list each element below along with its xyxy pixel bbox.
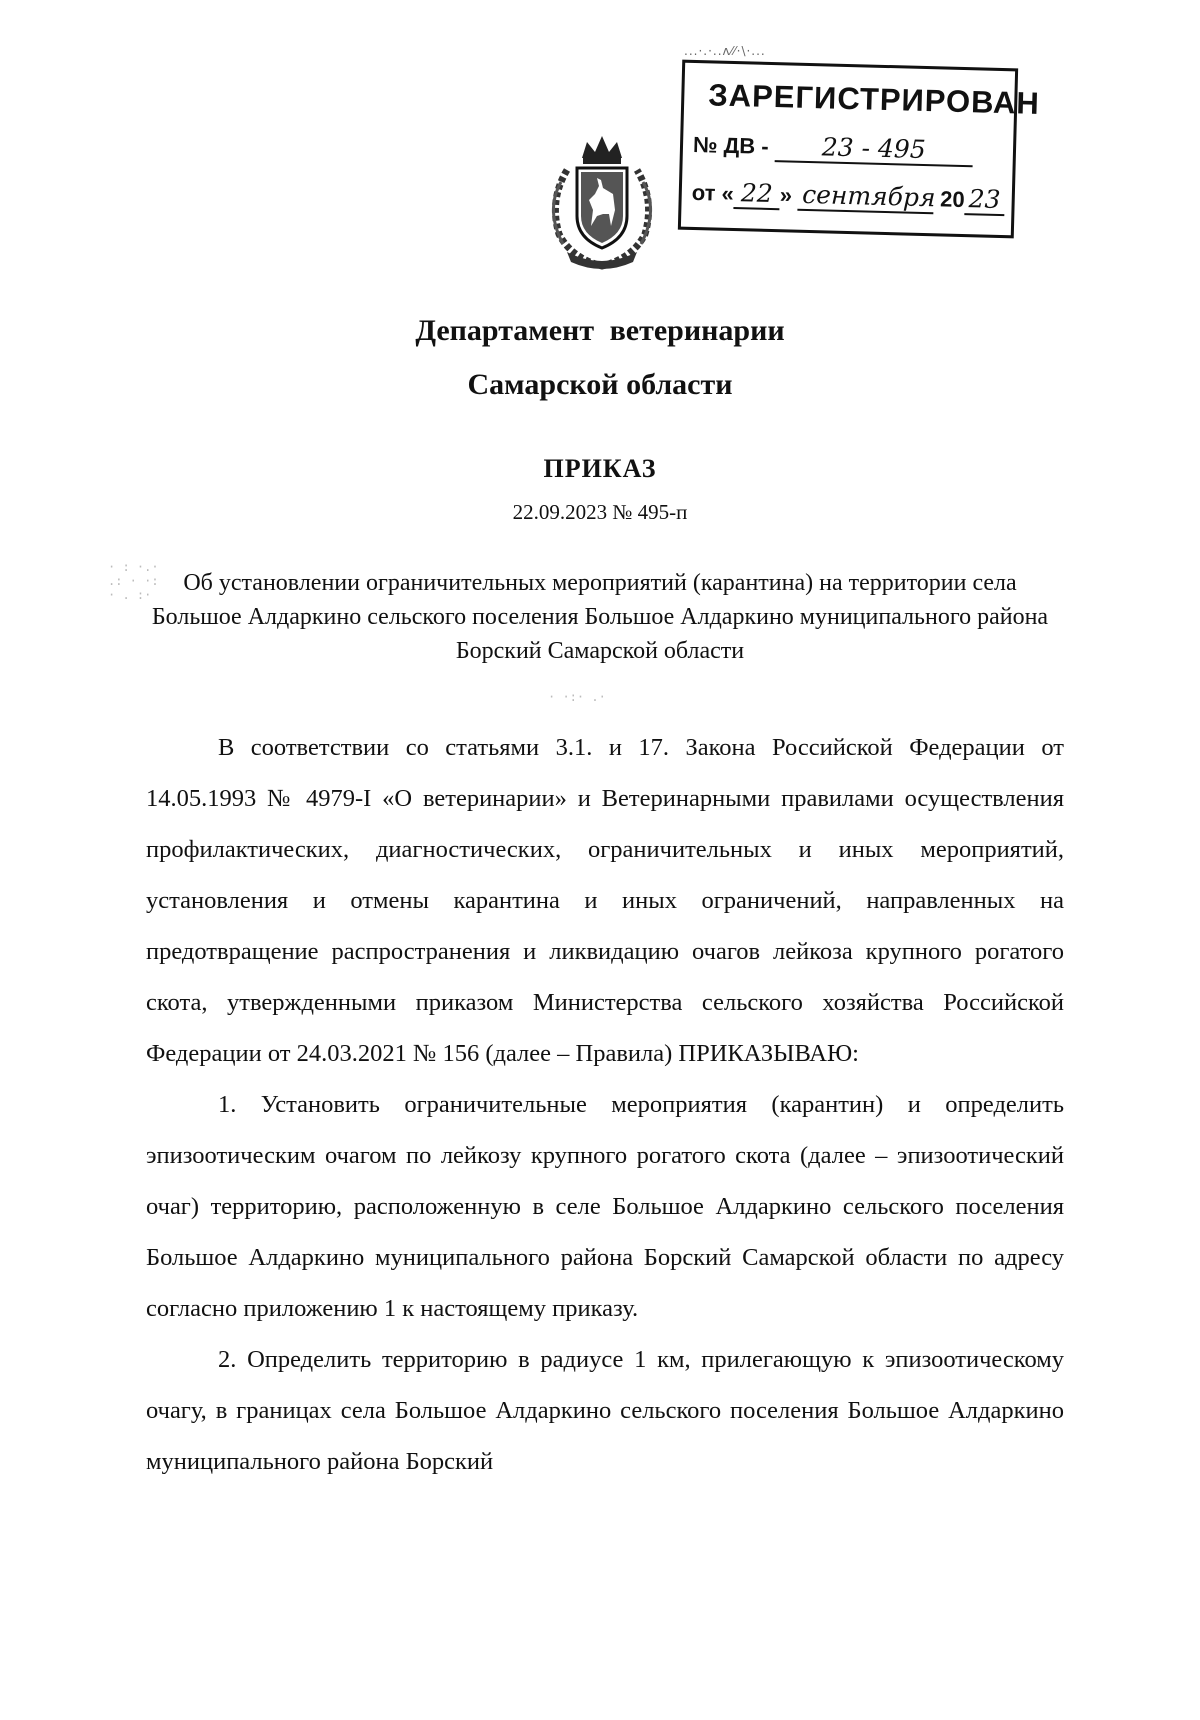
document-date-number: 22.09.2023 № 495-п — [512, 500, 688, 524]
registration-stamp — [678, 60, 1041, 239]
stamp-date-year-prefix: 20 — [939, 186, 966, 213]
scan-speckle: · ·:· .· — [548, 690, 606, 704]
scan-speckle: · : ·.· .: · ·: · . :· — [108, 560, 159, 602]
stamp-date-year-suffix: 23 — [964, 184, 1005, 216]
paragraph-1: 1. Установить ограничительные мероприятия (карантин) и определить эпизоотическим очагом по лейкозу крупного рогатого скота (далее – эпизоотический очаг) территорию, расположенную в селе Большое Алдаркино сельского поселения Большое Алдаркино муниципального района Борский Самарской области по адресу согласно приложению 1 к настоящему приказу. — [146, 1091, 1064, 1322]
document-body — [146, 722, 1064, 1487]
stamp-number-value: 23 - 495 — [774, 131, 973, 167]
paragraph-2: 2. Определить территорию в радиусе 1 км, прилегающую к эпизоотическому очагу, в границах села Большое Алдаркино сельского поселения Большое Алдаркино муниципального района Борский — [146, 1346, 1064, 1475]
document-title: ПРИКАЗ — [543, 454, 657, 483]
stamp-top-marks: ...·.·..ʌ⁄⁄·\·... — [684, 44, 766, 58]
stamp-date-mid: » — [779, 182, 793, 208]
department-name-line2: Самарской области — [467, 368, 733, 401]
stamp-date-day: 22 — [733, 178, 780, 210]
department-name-line1: Департамент ветеринарии — [415, 314, 785, 347]
stamp-title: ЗАРЕГИСТРИРОВАН — [707, 77, 1041, 121]
coat-of-arms-icon — [537, 130, 667, 272]
paragraph-intro: В соответствии со статьями 3.1. и 17. Закона Российской Федерации от 14.05.1993 № 4979-I «О ветеринарии» и Ветеринарными правилами осуществления профилактических, диагностических, ограничительных и иных мероприятий, установления и отмены карантина и иных ограничений, направленных на предотвращение распространения и ликвидацию очагов лейкоза крупного рогатого скота, утвержденными приказом Министерства сельского хозяйства Российской Федерации от 24.03.2021 № 156 (далее – Правила) ПРИКАЗЫВАЮ: — [146, 734, 1064, 1067]
stamp-date-month: сентября — [798, 180, 935, 215]
stamp-number-row — [693, 129, 973, 167]
stamp-date-row — [691, 177, 1005, 216]
document-subject: Об установлении ограничительных мероприятий (карантина) на территории села Большое Алдаркино сельского поселения Большое Алдаркино муниципального района Борский Самарской области — [151, 570, 1049, 664]
stamp-number-label: № ДВ - — [692, 131, 770, 159]
stamp-date-prefix: от « — [691, 179, 735, 207]
